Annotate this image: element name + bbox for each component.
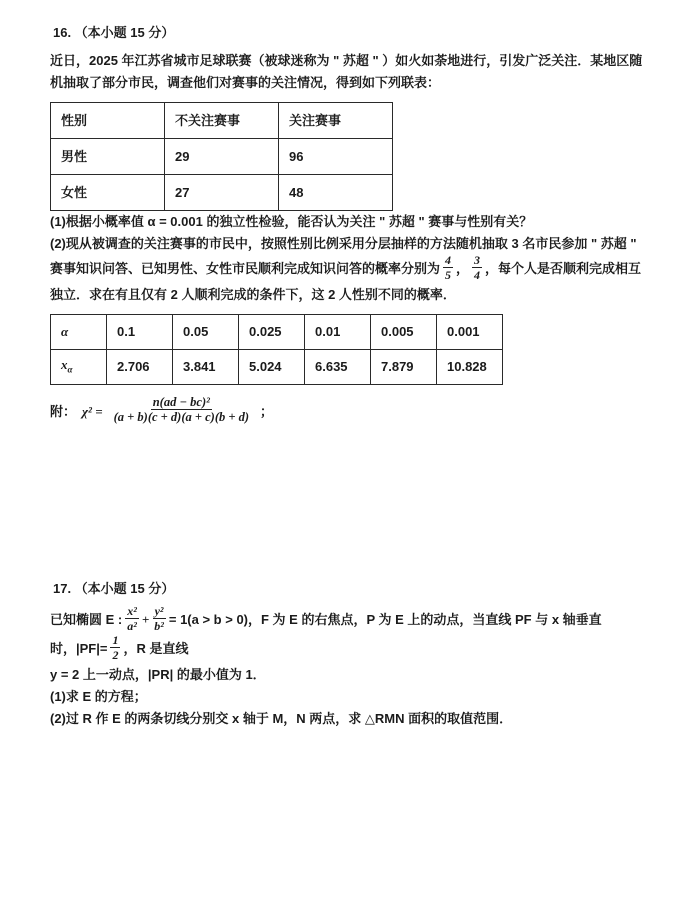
intro-text-middle: = 1(a > b > 0)，F 为 E 的右焦点，P 为 E 上的动点，当直线 PF 与 x 轴垂直时，|PF|= (50, 611, 602, 656)
problem-17-intro (50, 606, 651, 664)
table-header-cell: 性别 (51, 103, 165, 139)
fraction-numerator: 4 (445, 253, 452, 267)
fraction-denominator: 2 (112, 648, 119, 662)
chi-square-lhs: χ² = (82, 403, 103, 419)
table-cell: 96 (279, 139, 393, 175)
fraction-numerator: x² (127, 604, 137, 618)
intro-text-start: 已知椭圆 E : (50, 611, 123, 627)
table-cell: 0.005 (371, 315, 437, 350)
table-cell: 48 (279, 175, 393, 211)
table-cell: 0.01 (305, 315, 371, 350)
table-cell: 7.879 (371, 350, 437, 385)
table-cell: 0.1 (107, 315, 173, 350)
problem-17-question-1: (1)求 E 的方程； (50, 689, 147, 704)
table-row (51, 315, 503, 350)
fraction-y-squared (152, 604, 166, 633)
problem-16-question-2 (50, 233, 651, 306)
fraction-numerator: y² (154, 604, 164, 618)
fraction-denominator: 5 (445, 268, 452, 282)
table-row (51, 139, 393, 175)
intro-text-end: ，R 是直线 (123, 640, 189, 656)
table-header-cell: 不关注赛事 (165, 103, 279, 139)
table-cell: 0.05 (173, 315, 239, 350)
problem-16-question-1: (1)根据小概率值 α = 0.001 的独立性检验，能否认为关注 " 苏超 " 赛事与性别有关？ (50, 214, 533, 229)
fraction-denominator: b² (154, 619, 164, 633)
fraction-denominator: (a + b)(c + d)(a + c)(b + d) (113, 410, 250, 424)
table-cell: 5.024 (239, 350, 305, 385)
contingency-table (50, 102, 393, 211)
question-2-text-end: ，每个人是否顺利完成相互独立．求在有且仅有 2 人顺利完成的条件下，这 2 人性别不同的概率． (50, 260, 642, 302)
fraction-numerator: n(ad − bc)² (152, 395, 210, 409)
table-cell: 6.635 (305, 350, 371, 385)
problem-17-intro-line-2: y = 2 上一动点，|PR| 的最小值为 1． (50, 667, 266, 682)
chi-square-fraction (112, 395, 251, 424)
table-row (51, 350, 503, 385)
fraction-numerator: 3 (474, 253, 481, 267)
note-suffix: ； (260, 403, 274, 419)
section-gap (50, 426, 651, 578)
table-cell: 10.828 (437, 350, 503, 385)
fraction-x-squared (125, 604, 139, 633)
table-cell: 29 (165, 139, 279, 175)
table-cell: 女性 (51, 175, 165, 211)
problem-16-section (50, 22, 651, 426)
fraction-denominator: 4 (474, 268, 481, 282)
fraction-denominator: a² (127, 619, 137, 633)
question-2-text-start: (2)现从被调查的关注赛事的市民中，按照性别比例采用分层抽样的方法随机抽取 3 名市民参加 " 苏超 " 赛事知识问答、已知男性、女性市民顺利完成知识问答的概率分别为 (50, 236, 637, 276)
problem-17-heading: 17. （本小题 15 分） (53, 581, 175, 596)
fraction-female-probability (472, 253, 482, 282)
critical-value-table (50, 314, 503, 385)
table-cell: 27 (165, 175, 279, 211)
plus-sign: + (141, 611, 150, 627)
fraction-numerator: 1 (112, 633, 119, 647)
table-cell: 0.025 (239, 315, 305, 350)
fraction-one-half (110, 633, 120, 662)
problem-16-heading: 16. （本小题 15 分） (53, 25, 175, 40)
x-alpha-label: $x_\alpha$ (51, 350, 107, 385)
problem-17-question-2: (2)过 R 作 E 的两条切线分别交 x 轴于 M，N 两点，求 △RMN 面积的取值范围． (50, 711, 513, 726)
table-row (51, 175, 393, 211)
table-cell: 2.706 (107, 350, 173, 385)
chi-square-formula-note (50, 397, 651, 426)
table-row (51, 103, 393, 139)
table-cell: 男性 (51, 139, 165, 175)
table-header-cell: 关注赛事 (279, 103, 393, 139)
problem-17-section (50, 578, 651, 730)
problem-16-intro: 近日，2025 年江苏省城市足球联赛（被球迷称为 " 苏超 " ）如火如荼地进行，引发广泛关注．某地区随机抽取了部分市民，调查他们对赛事的关注情况，得到如下列联表： (50, 53, 643, 90)
note-label: 附： (50, 403, 77, 419)
table-cell: 0.001 (437, 315, 503, 350)
fraction-separator: ， (456, 260, 470, 276)
alpha-label: α (61, 324, 69, 339)
table-cell: 3.841 (173, 350, 239, 385)
fraction-male-probability (443, 253, 453, 282)
